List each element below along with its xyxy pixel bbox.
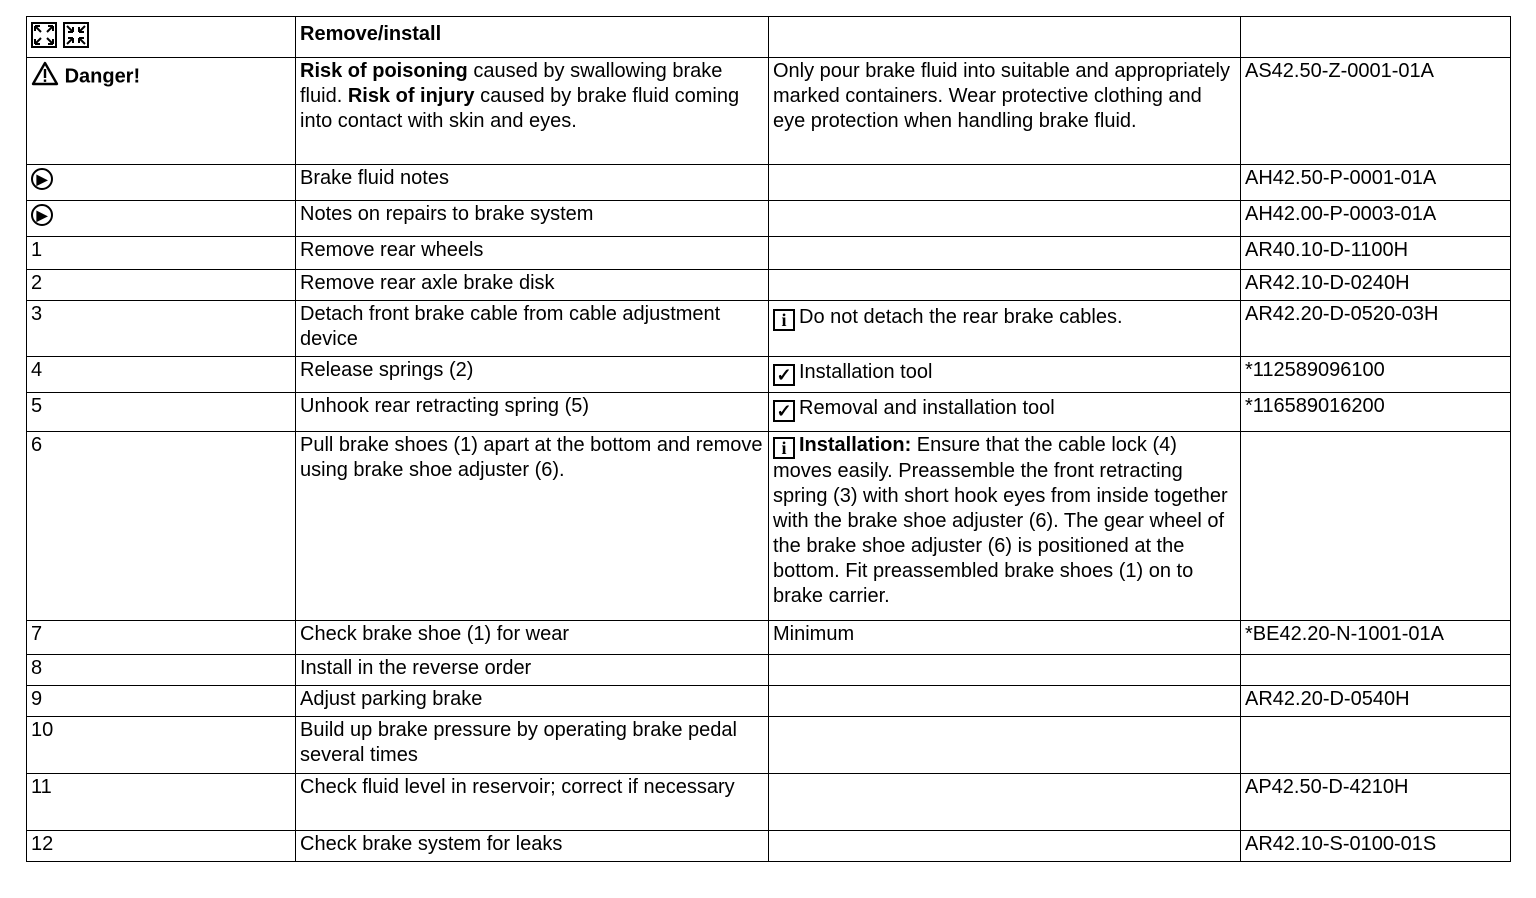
step-number: 10 [27,717,296,774]
step-number: 6 [27,432,296,621]
step-ref[interactable]: AR42.20-D-0520-03H [1241,301,1511,357]
note-text: Brake fluid notes [296,165,769,201]
step-number: 3 [27,301,296,357]
procedure-table [26,16,1511,862]
step-ref[interactable]: AR40.10-D-1100H [1241,237,1511,270]
step-number: 4 [27,357,296,393]
collapse-icon[interactable] [63,22,89,55]
step-row [27,270,1511,301]
step-text: Remove rear axle brake disk [296,270,769,301]
tool-icon: ✓ [773,400,795,422]
risk-poisoning-label: Risk of poisoning [300,60,468,82]
risk-poisoning-text: caused by swallowing brake fluid. [300,60,723,107]
note-text: Notes on repairs to brake system [296,201,769,237]
danger-measure: Only pour brake fluid into suitable and appropriately marked containers. Wear protective clothing and eye protection when handling brake fluid. [769,58,1241,165]
step-info: Do not detach the rear brake cables. [799,306,1123,328]
tool-icon: ✓ [773,364,795,386]
step-text: Build up brake pressure by operating brake pedal several times [296,717,769,774]
step-text: Install in the reverse order [296,655,769,686]
step-row [27,655,1511,686]
note-arrow-icon[interactable]: ▶ [31,204,53,226]
danger-ref[interactable]: AS42.50-Z-0001-01A [1241,58,1511,165]
section-title: Remove/install [296,17,769,58]
step-ref[interactable] [1241,432,1511,621]
step-number: 11 [27,774,296,831]
step-number: 9 [27,686,296,717]
step-ref[interactable]: *112589096100 [1241,357,1511,393]
step-row [27,717,1511,774]
step-info-label: Installation: [799,434,912,456]
step-text: Check brake shoe (1) for wear [296,621,769,655]
expand-icon[interactable] [31,22,57,55]
risk-injury-label: Risk of injury [347,85,475,107]
step-number: 7 [27,621,296,655]
step-ref[interactable]: *116589016200 [1241,393,1511,432]
step-ref[interactable]: AP42.50-D-4210H [1241,774,1511,831]
step-info: Removal and installation tool [799,397,1055,419]
step-number: 12 [27,831,296,862]
step-info: Installation tool [799,361,933,383]
step-info: Ensure that the cable lock (4) moves easily. Preassemble the front retracting spring (3) with short hook eyes from inside together with the brake shoe adjuster (6). The gear wheel of the brake shoe adjuster (6) is positioned at the bottom. Fit preassembled brake shoes (1) on to brake carrier. [773,434,1228,607]
note-ref[interactable]: AH42.00-P-0003-01A [1241,201,1511,237]
note-ref[interactable]: AH42.50-P-0001-01A [1241,165,1511,201]
step-row [27,774,1511,831]
step-text: Check fluid level in reservoir; correct if necessary [296,774,769,831]
step-row [27,357,1511,393]
step-text: Unhook rear retracting spring (5) [296,393,769,432]
risk-injury-text: caused by brake fluid coming into contact with skin and eyes. [300,85,740,132]
step-row [27,831,1511,862]
step-text: Release springs (2) [296,357,769,393]
step-row [27,393,1511,432]
info-icon: i [773,309,795,331]
step-text: Remove rear wheels [296,237,769,270]
step-info: Minimum [769,621,1241,655]
note-row [27,201,1511,237]
step-row [27,301,1511,357]
danger-risk-text [296,58,769,165]
info-icon: i [773,437,795,459]
step-text: Adjust parking brake [296,686,769,717]
step-ref[interactable]: AR42.20-D-0540H [1241,686,1511,717]
note-row [27,165,1511,201]
step-row [27,621,1511,655]
step-number: 5 [27,393,296,432]
step-row [27,237,1511,270]
step-ref[interactable]: AR42.10-D-0240H [1241,270,1511,301]
step-number: 2 [27,270,296,301]
header-row [27,17,1511,58]
step-number: 8 [27,655,296,686]
note-arrow-icon[interactable]: ▶ [31,168,53,190]
step-text: Check brake system for leaks [296,831,769,862]
step-text: Detach front brake cable from cable adjustment device [296,301,769,357]
step-ref[interactable]: *BE42.20-N-1001-01A [1241,621,1511,655]
step-text: Pull brake shoes (1) apart at the bottom and remove using brake shoe adjuster (6). [296,432,769,621]
warning-triangle-icon [31,61,59,93]
danger-row [27,58,1511,165]
step-row [27,432,1511,621]
step-row [27,686,1511,717]
danger-label: Danger! [64,65,141,88]
step-ref[interactable]: AR42.10-S-0100-01S [1241,831,1511,862]
step-number: 1 [27,237,296,270]
